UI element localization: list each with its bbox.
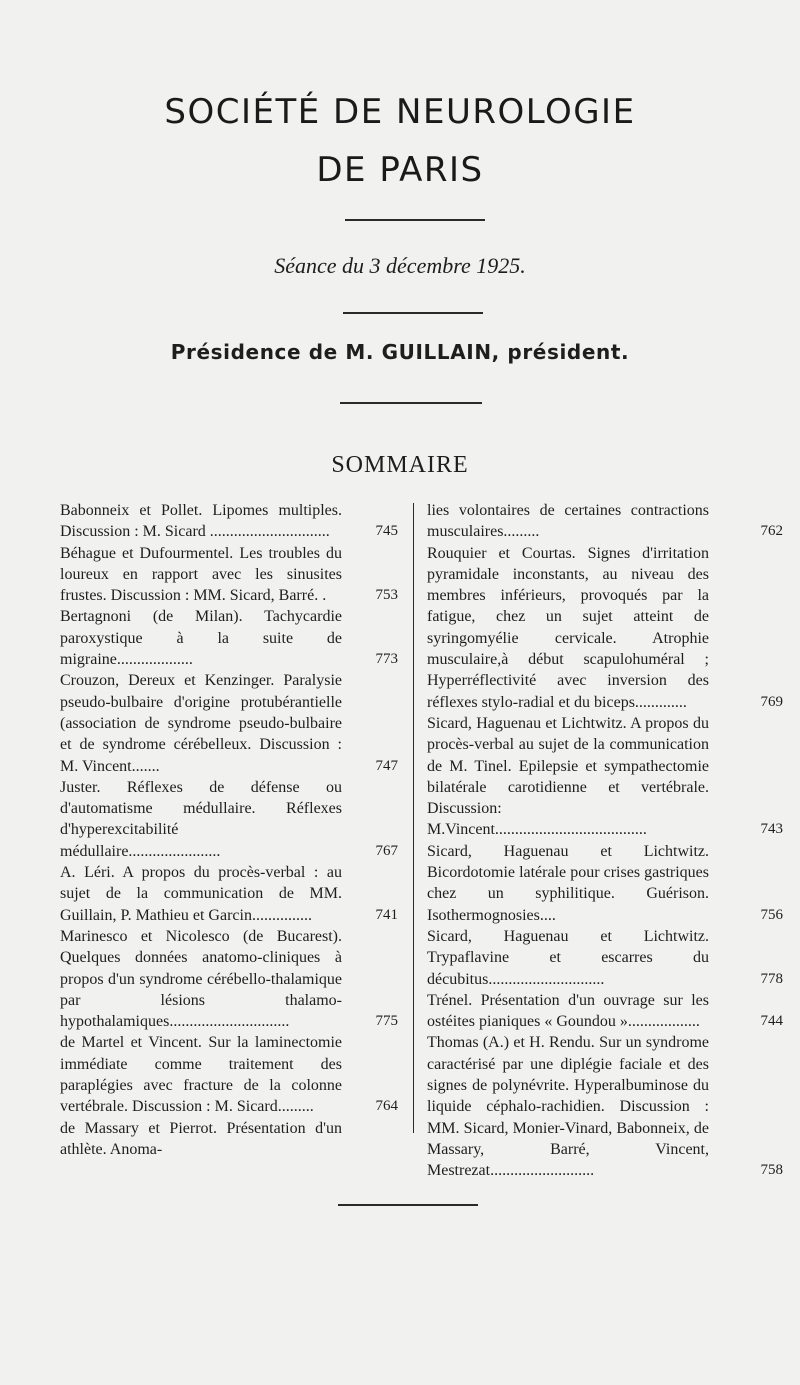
toc-entry xyxy=(427,841,787,926)
entry-page: 778 xyxy=(760,970,783,987)
sommaire-right-column xyxy=(427,500,787,1182)
entry-page: 758 xyxy=(760,1162,783,1179)
toc-entry xyxy=(60,777,400,862)
divider xyxy=(343,312,483,314)
toc-entry xyxy=(427,926,787,990)
toc-entry xyxy=(60,1118,400,1161)
entry-text: Trénel. Présentation d'un ouvrage sur les ostéites pianiques « Goundou ».................. xyxy=(427,991,709,1031)
entry-text: Sicard, Haguenau et Lichtwitz. A propos du procès-verbal au sujet de la communication de M. Tinel. Epilepsie et sympathectomie bilatérale carotidienne et vertébrale. Discussion: M.Vincent...................................... xyxy=(427,714,709,839)
entry-text: Sicard, Haguenau et Lichtwitz. Trypaflavine et escarres du décubitus............................. xyxy=(427,927,709,988)
toc-entry xyxy=(60,543,400,607)
toc-entry xyxy=(60,862,400,926)
seance-date: Séance du 3 décembre 1925. xyxy=(274,253,526,278)
entry-text: Juster. Réflexes de défense ou d'automatisme médullaire. Réflexes d'hyperexcitabilité médullaire....................... xyxy=(60,778,342,860)
entry-text: Sicard, Haguenau et Lichtwitz. Bicordotomie latérale pour crises gastriques chez un syphilitique. Guérison. Isothermognosies.... xyxy=(427,842,709,924)
toc-entry xyxy=(427,543,787,713)
entry-page: 756 xyxy=(760,906,783,923)
entry-page: 769 xyxy=(760,693,783,710)
entry-page: 744 xyxy=(760,1013,783,1030)
toc-entry xyxy=(60,1032,400,1117)
entry-page: 745 xyxy=(375,523,398,540)
entry-text: Marinesco et Nicolesco (de Bucarest). Quelques données anatomo-cliniques à propos d'un syndrome cérébello-thalamique par lésions thalamo-hypothalamiques.............................. xyxy=(60,927,342,1031)
entry-text: Bertagnoni (de Milan). Tachycardie paroxystique à la suite de migraine................... xyxy=(60,608,342,669)
toc-entry xyxy=(427,990,787,1033)
entry-text: de Martel et Vincent. Sur la laminectomie immédiate comme traitement des paraplégies avec fracture de la colonne vertébrale. Discussion : M. Sicard......... xyxy=(60,1034,342,1116)
entry-page: 747 xyxy=(375,757,398,774)
entry-page: 773 xyxy=(375,651,398,668)
divider xyxy=(340,402,482,404)
toc-entry xyxy=(60,670,400,776)
entry-text: de Massary et Pierrot. Présentation d'un athlète. Anoma- xyxy=(60,1119,342,1158)
entry-text: Béhague et Dufourmentel. Les troubles du loureux en rapport avec les sinusites frustes. Discussion : MM. Sicard, Barré. . xyxy=(60,544,342,605)
entry-page: 767 xyxy=(375,842,398,859)
entry-text: Babonneix et Pollet. Lipomes multiples. Discussion : M. Sicard .............................. xyxy=(60,502,342,541)
toc-entry xyxy=(60,926,400,1032)
entry-text: Crouzon, Dereux et Kenzinger. Paralysie pseudo-bulbaire d'origine protubérantielle (association de syndrome pseudo-bulbaire et de syndrome cérébelleux. Discussion : M. Vincent....... xyxy=(60,672,342,775)
entry-text: Thomas (A.) et H. Rendu. Sur un syndrome caractérisé par une diplégie faciale et des signes de polynévrite. Hyperalbuminose du liquide céphalo-rachidien. Discussion : MM. Sicard, Monier-Vinard, Babonneix, de Massary, Barré, Vincent, Mestrezat.......................... xyxy=(427,1034,709,1180)
toc-entry xyxy=(427,713,787,841)
society-title-line-1: SOCIÉTÉ DE NEUROLOGIE xyxy=(164,92,636,132)
divider xyxy=(345,219,485,221)
divider xyxy=(338,1204,478,1206)
sommaire-left-column xyxy=(60,500,400,1160)
society-title-line-2: DE PARIS xyxy=(316,150,484,190)
entry-page: 764 xyxy=(375,1098,398,1115)
column-divider xyxy=(413,503,414,1133)
entry-text: lies volontaires de certaines contractions musculaires......... xyxy=(427,502,709,541)
sommaire-heading: SOMMAIRE xyxy=(331,452,469,478)
toc-entry xyxy=(427,1032,787,1181)
toc-entry xyxy=(60,500,400,543)
entry-text: Rouquier et Courtas. Signes d'irritation pyramidale inconstants, au niveau des membres inférieurs, provoqués par la fatigue, chez un sujet atteint de syringomyélie cervicale. Atrophie musculaire,à début scapulohuméral ; Hyperréflectivité avec inversion des réflexes stylo-radial et du biceps............. xyxy=(427,544,709,711)
presidence-line: Présidence de M. GUILLAIN, président. xyxy=(170,340,630,364)
entry-page: 743 xyxy=(760,821,783,838)
toc-entry xyxy=(60,606,400,670)
entry-page: 775 xyxy=(375,1013,398,1030)
entry-page: 753 xyxy=(375,587,398,604)
entry-page: 762 xyxy=(760,523,783,540)
entry-page: 741 xyxy=(375,906,398,923)
entry-text: A. Léri. A propos du procès-verbal : au sujet de la communication de MM. Guillain, P. Mathieu et Garcin............... xyxy=(60,864,342,924)
toc-entry xyxy=(427,500,787,543)
